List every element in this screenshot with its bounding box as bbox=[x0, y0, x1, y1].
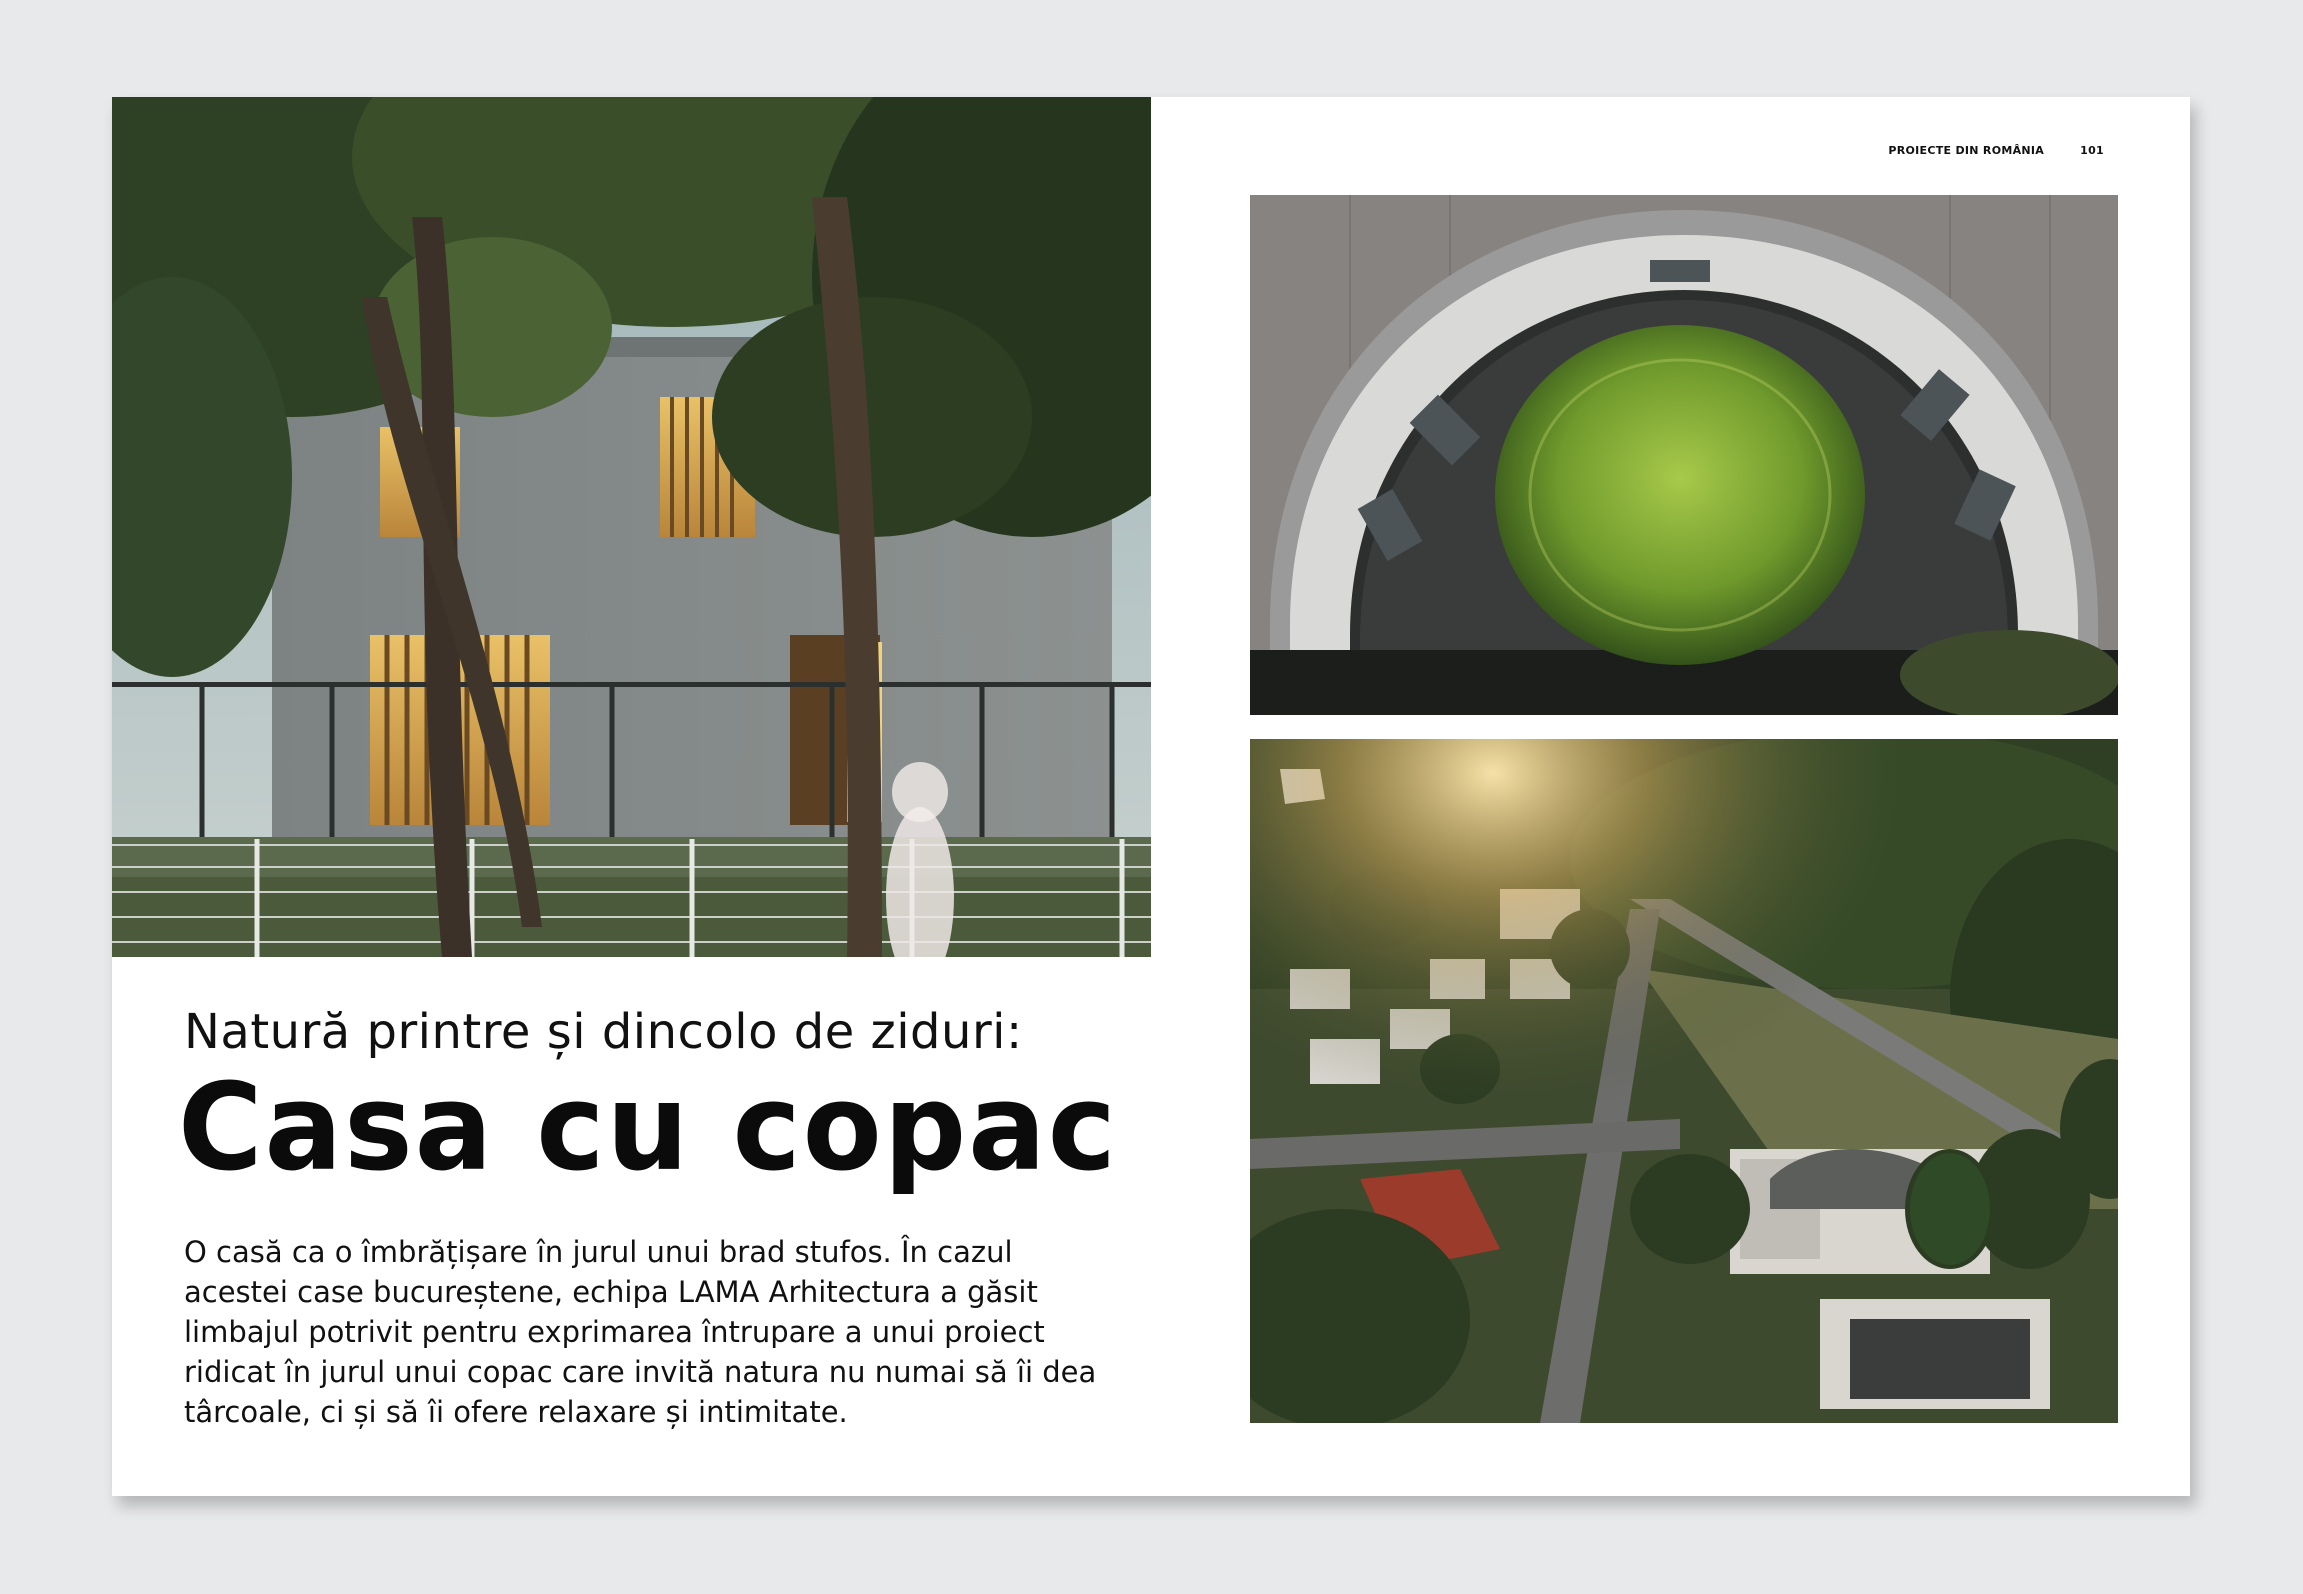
lead-line: O casă ca o îmbrățișare în jurul unui brad stufos. În cazul bbox=[184, 1235, 1013, 1269]
running-header bbox=[1888, 144, 2104, 157]
lead-line: târcoale, ci și să îi ofere relaxare și intimitate. bbox=[184, 1395, 848, 1429]
lead-line: limbajul potrivit pentru exprimarea întrupare a unui proiect bbox=[184, 1315, 1045, 1349]
article-title: Casa cu copac bbox=[178, 1059, 1118, 1198]
house-street-photo bbox=[112, 97, 1151, 957]
article-subtitle: Natură printre și dincolo de ziduri: bbox=[184, 1004, 1023, 1060]
aerial-neighbourhood-photo bbox=[1250, 739, 2118, 1423]
page-number: 101 bbox=[2080, 144, 2104, 157]
lead-line: acestei case bucureștene, echipa LAMA Arhitectura a găsit bbox=[184, 1275, 1038, 1309]
article-lead bbox=[184, 1232, 1097, 1432]
magazine-spread bbox=[112, 97, 2190, 1496]
lead-line: ridicat în jurul unui copac care invită natura nu numai să îi dea bbox=[184, 1355, 1097, 1389]
courtyard-tree-photo bbox=[1250, 195, 2118, 715]
section-label: PROIECTE DIN ROMÂNIA bbox=[1888, 144, 2045, 157]
